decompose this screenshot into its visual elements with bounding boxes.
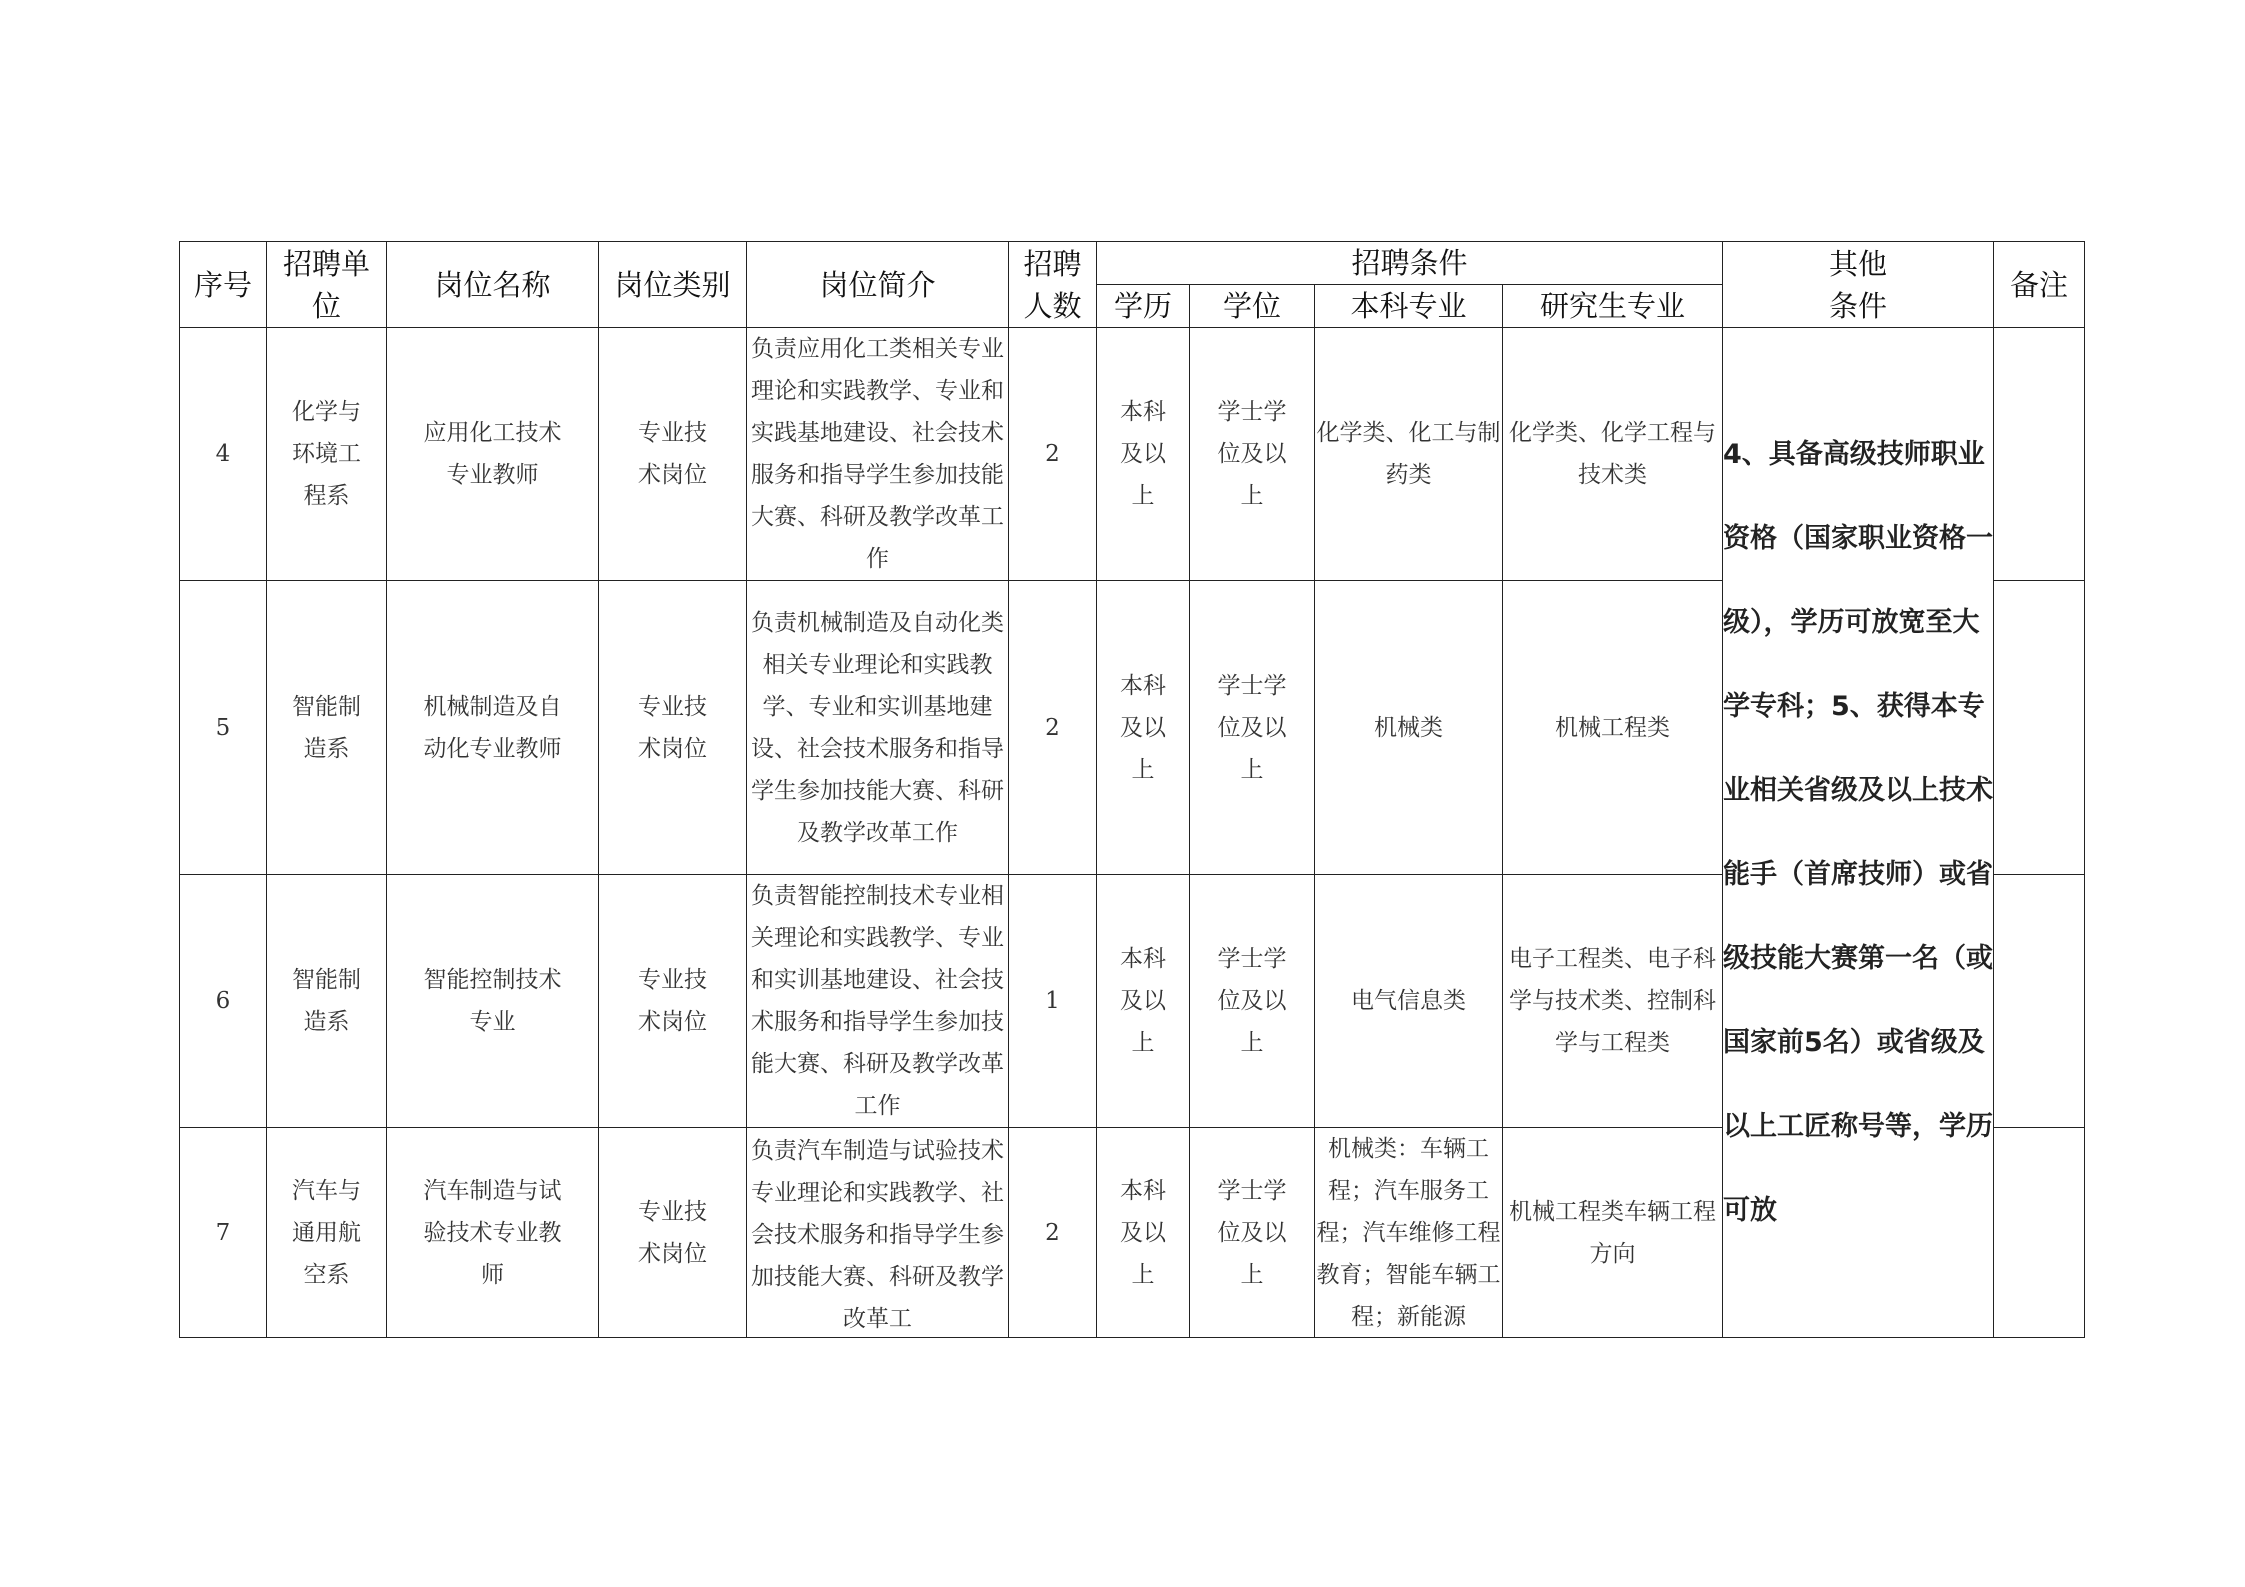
row-unit: 智能制造系 — [267, 581, 387, 875]
row-seq: 7 — [180, 1128, 267, 1338]
row-position-name: 机械制造及自动化专业教师 — [387, 581, 599, 875]
row-position-name: 智能控制技术专业 — [387, 875, 599, 1128]
row-degree: 学士学位及以上 — [1190, 875, 1315, 1128]
row-position-desc: 负责智能控制技术专业相关理论和实践教学、专业和实训基地建设、社会技术服务和指导学生参加技能大赛、科研及教学改革工作 — [747, 875, 1009, 1128]
row-degree: 学士学位及以上 — [1190, 328, 1315, 581]
row-count: 2 — [1009, 1128, 1097, 1338]
row-count: 2 — [1009, 328, 1097, 581]
other-conditions: 4、具备高级技师职业资格（国家职业资格一级），学历可放宽至大学专科；5、获得本专业相关省级及以上技术能手（首席技师）或省级技能大赛第一名（或国家前5名）或省级及以上工匠称号等，学历可放 — [1723, 328, 1994, 1338]
header-position-desc: 岗位简介 — [747, 242, 1009, 328]
row-education: 本科及以上 — [1097, 581, 1190, 875]
header-grad-major: 研究生专业 — [1503, 285, 1723, 328]
row-grad-major: 化学类、化学工程与技术类 — [1503, 328, 1723, 581]
header-degree: 学位 — [1190, 285, 1315, 328]
row-unit: 汽车与通用航空系 — [267, 1128, 387, 1338]
row-undergrad-major: 机械类 — [1315, 581, 1503, 875]
row-grad-major: 机械工程类车辆工程方向 — [1503, 1128, 1723, 1338]
row-remarks — [1994, 1128, 2085, 1338]
header-position-name: 岗位名称 — [387, 242, 599, 328]
row-grad-major: 机械工程类 — [1503, 581, 1723, 875]
header-position-type: 岗位类别 — [599, 242, 747, 328]
row-education: 本科及以上 — [1097, 328, 1190, 581]
header-unit: 招聘单位 — [267, 242, 387, 328]
row-remarks — [1994, 328, 2085, 581]
row-count: 2 — [1009, 581, 1097, 875]
header-undergrad-major: 本科专业 — [1315, 285, 1503, 328]
row-position-desc: 负责应用化工类相关专业理论和实践教学、专业和实践基地建设、社会技术服务和指导学生参加技能大赛、科研及教学改革工作 — [747, 328, 1009, 581]
row-position-type: 专业技术岗位 — [599, 581, 747, 875]
row-undergrad-major: 化学类、化工与制药类 — [1315, 328, 1503, 581]
row-position-type: 专业技术岗位 — [599, 875, 747, 1128]
recruitment-table — [179, 241, 2085, 1338]
row-degree: 学士学位及以上 — [1190, 1128, 1315, 1338]
row-position-type: 专业技术岗位 — [599, 1128, 747, 1338]
row-seq: 5 — [180, 581, 267, 875]
row-position-desc: 负责机械制造及自动化类相关专业理论和实践教学、专业和实训基地建设、社会技术服务和指导学生参加技能大赛、科研及教学改革工作 — [747, 581, 1009, 875]
row-position-desc: 负责汽车制造与试验技术专业理论和实践教学、社会技术服务和指导学生参加技能大赛、科研及教学改革工 — [747, 1128, 1009, 1338]
header-conditions: 招聘条件 — [1097, 242, 1723, 285]
row-degree: 学士学位及以上 — [1190, 581, 1315, 875]
table-row — [180, 328, 2085, 581]
header-education: 学历 — [1097, 285, 1190, 328]
row-position-name: 应用化工技术专业教师 — [387, 328, 599, 581]
row-remarks — [1994, 875, 2085, 1128]
header-other: 其他条件 — [1723, 242, 1994, 328]
row-position-name: 汽车制造与试验技术专业教师 — [387, 1128, 599, 1338]
header-seq: 序号 — [180, 242, 267, 328]
header-count: 招聘人数 — [1009, 242, 1097, 328]
row-position-type: 专业技术岗位 — [599, 328, 747, 581]
row-unit: 智能制造系 — [267, 875, 387, 1128]
row-unit: 化学与环境工程系 — [267, 328, 387, 581]
row-seq: 6 — [180, 875, 267, 1128]
row-education: 本科及以上 — [1097, 1128, 1190, 1338]
row-count: 1 — [1009, 875, 1097, 1128]
row-remarks — [1994, 581, 2085, 875]
row-grad-major: 电子工程类、电子科学与技术类、控制科学与工程类 — [1503, 875, 1723, 1128]
row-undergrad-major: 电气信息类 — [1315, 875, 1503, 1128]
row-education: 本科及以上 — [1097, 875, 1190, 1128]
row-undergrad-major: 机械类：车辆工程；汽车服务工程；汽车维修工程教育；智能车辆工程；新能源 — [1315, 1128, 1503, 1338]
header-remarks: 备注 — [1994, 242, 2085, 328]
row-seq: 4 — [180, 328, 267, 581]
